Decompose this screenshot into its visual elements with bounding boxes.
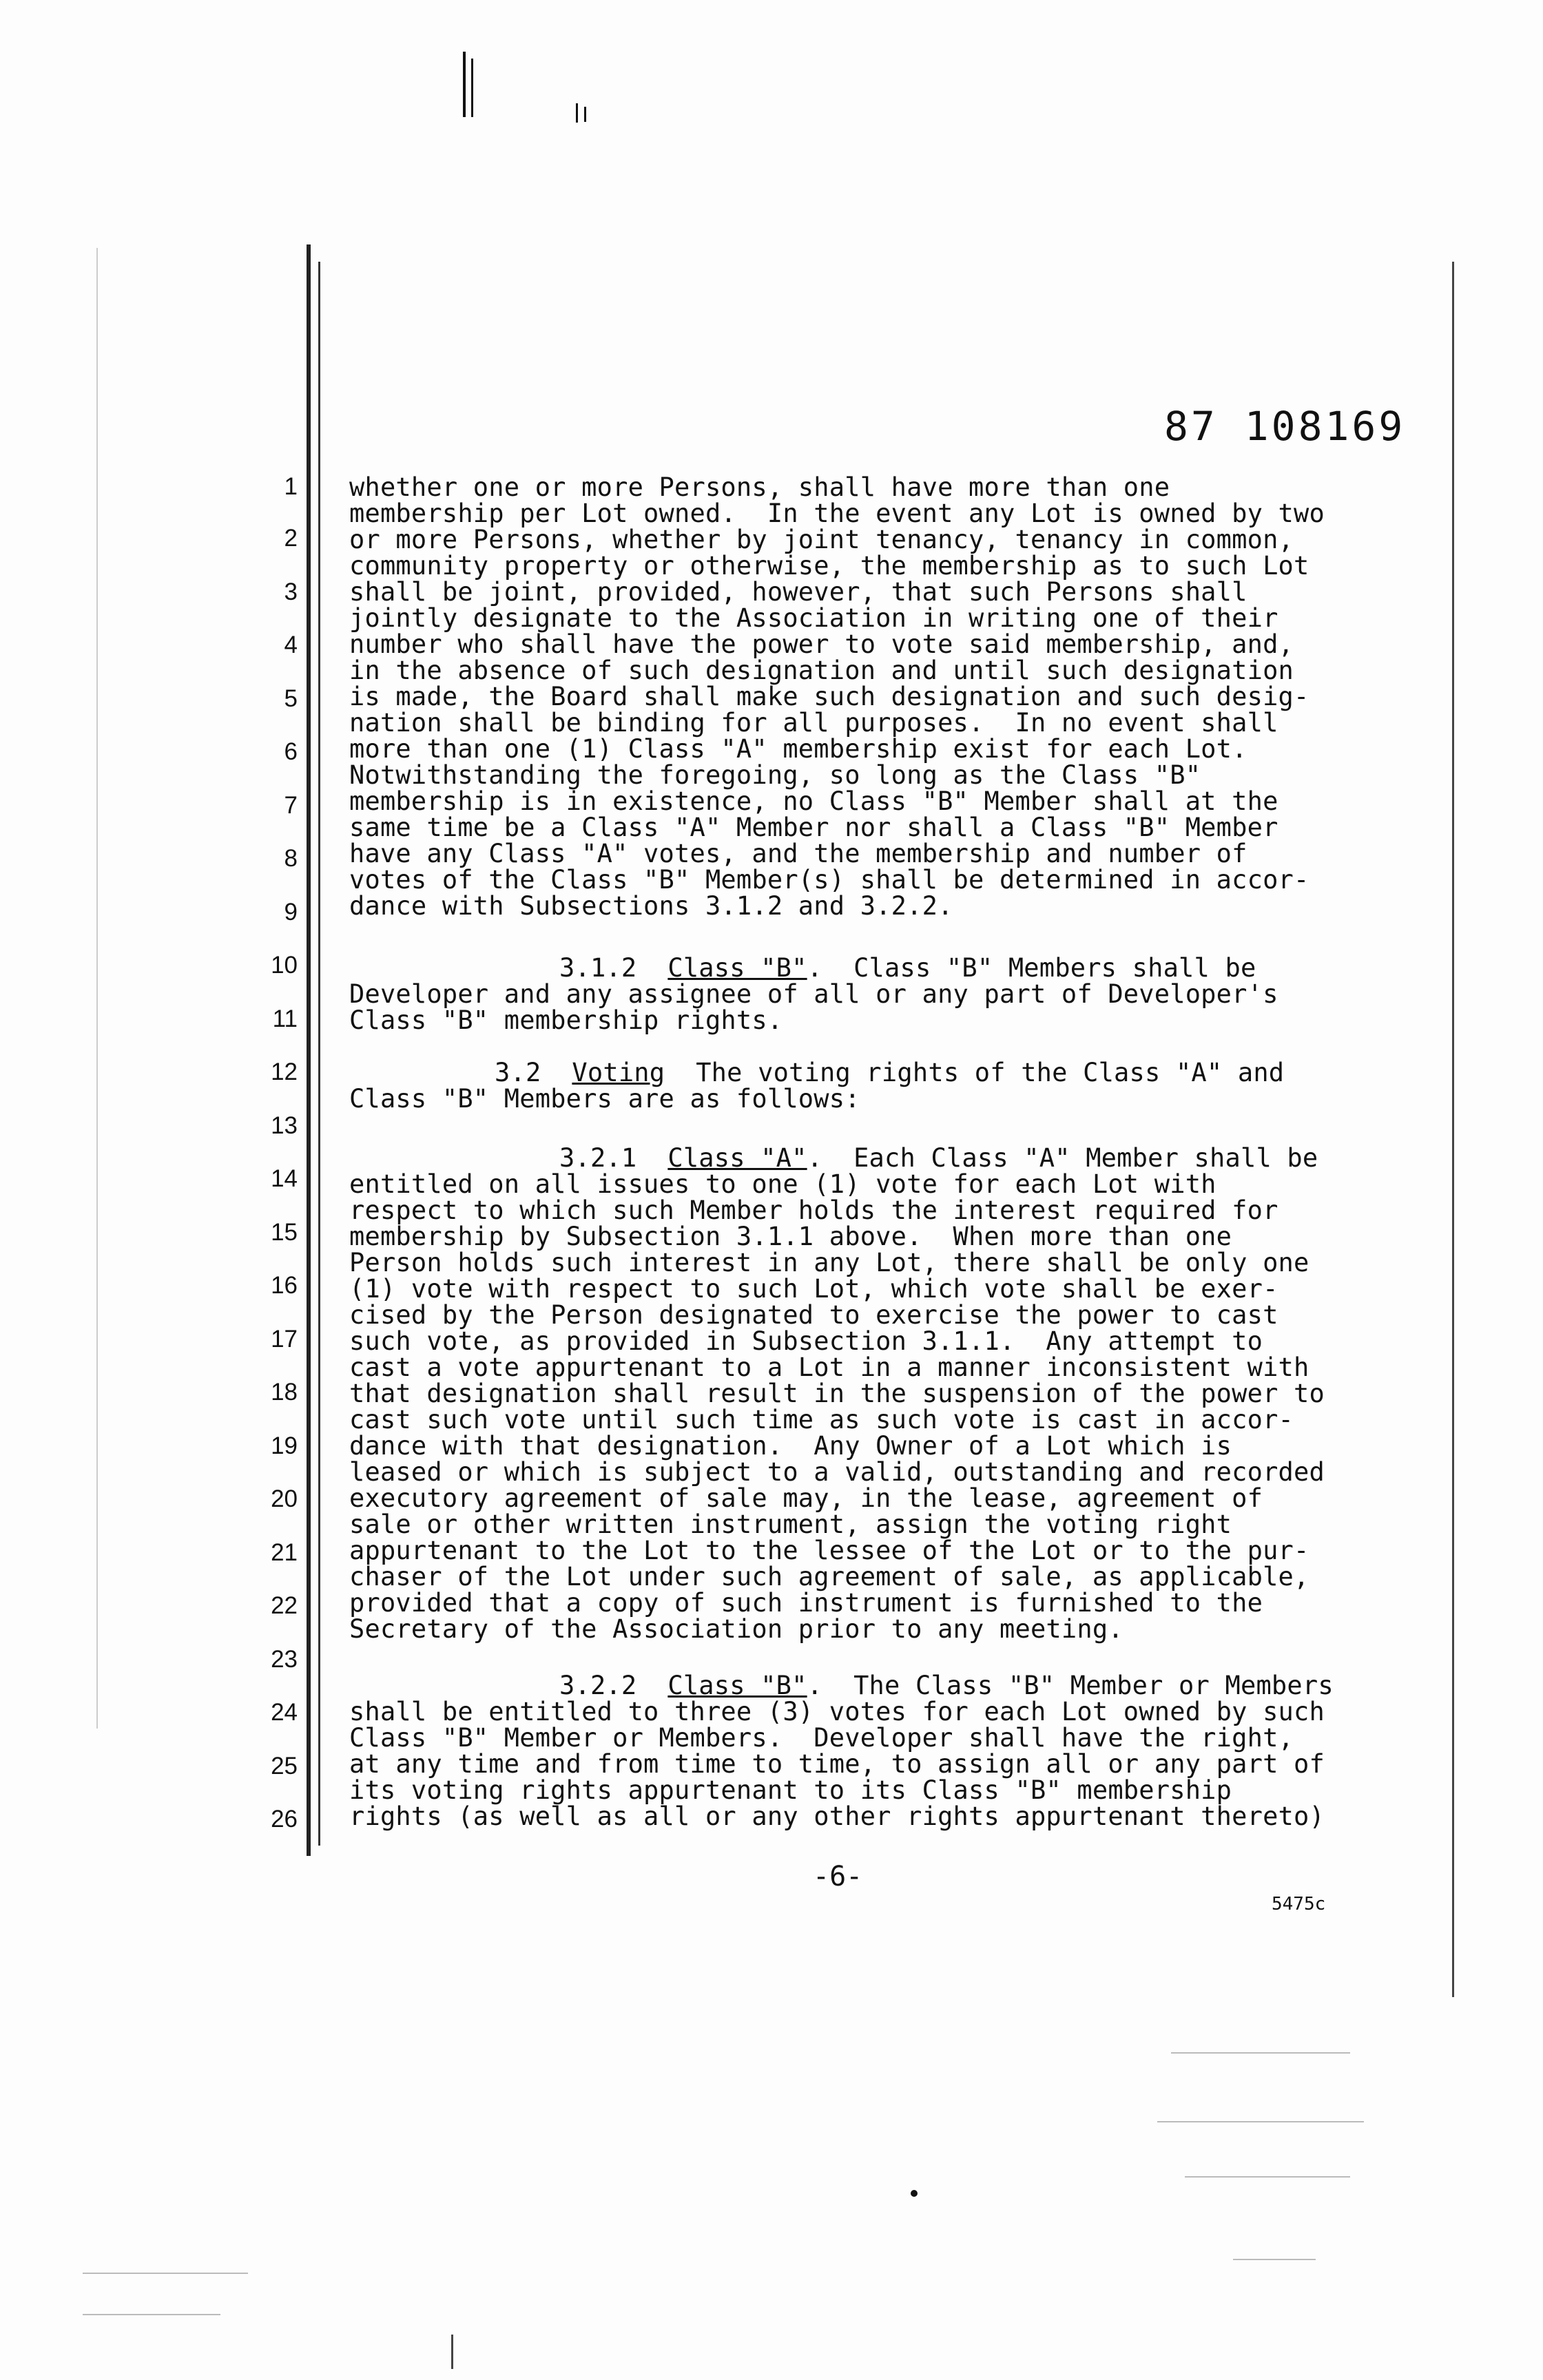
text-line: cast a vote appurtenant to a Lot in a manner inconsistent with [349, 1353, 1309, 1382]
section-3-2-1-heading-line [559, 1145, 1318, 1172]
line-number: 15 [271, 1219, 298, 1246]
text-line: whether one or more Persons, shall have more than one [349, 472, 1170, 502]
text-line: votes of the Class "B" Member(s) shall be determined in accor- [349, 865, 1309, 895]
scan-noise [1185, 2176, 1350, 2178]
section-first-text: . The Class "B" Member or Members [807, 1671, 1334, 1700]
line-number: 11 [272, 1005, 298, 1032]
scan-noise [1157, 2121, 1364, 2122]
line-number: 6 [284, 738, 298, 765]
text-line: leased or which is subject to a valid, outstanding and recorded [349, 1457, 1325, 1487]
section-heading: Voting [572, 1058, 665, 1087]
text-line: shall be joint, provided, however, that such Persons shall [349, 577, 1247, 607]
page-border-right [1452, 262, 1454, 1997]
line-number: 5 [284, 685, 298, 712]
text-line: membership by Subsection 3.1.1 above. When more than one [349, 1222, 1232, 1251]
text-line: cised by the Person designated to exercise the power to cast [349, 1300, 1278, 1330]
section-number: 3.1.2 [559, 953, 637, 983]
text-line: or more Persons, whether by joint tenancy, tenancy in common, [349, 525, 1294, 554]
page-border-left-inner [318, 262, 320, 1846]
line-number: 3 [284, 578, 298, 605]
section-number: 3.2.1 [559, 1143, 637, 1173]
text-line: Developer and any assignee of all or any part of Developer's [349, 979, 1278, 1009]
line-number: 18 [271, 1379, 298, 1406]
text-line: its voting rights appurtenant to its Class "B" membership [349, 1775, 1232, 1805]
text-line: shall be entitled to three (3) votes for each Lot owned by such [349, 1697, 1325, 1726]
text-line: entitled on all issues to one (1) vote for each Lot with [349, 1169, 1216, 1199]
text-line: membership is in existence, no Class "B" Member shall at the [349, 786, 1278, 816]
section-first-text: . Class "B" Members shall be [807, 953, 1256, 983]
text-line: Person holds such interest in any Lot, there shall be only one [349, 1248, 1309, 1277]
section-3-1-2-heading-line [559, 954, 1256, 982]
line-number: 10 [271, 952, 298, 979]
line-number: 7 [284, 792, 298, 819]
section-heading: Class "B" [667, 953, 807, 983]
scan-mark [576, 103, 578, 123]
text-line: community property or otherwise, the membership as to such Lot [349, 551, 1309, 581]
text-line: jointly designate to the Association in writing one of their [349, 603, 1278, 633]
text-line: in the absence of such designation and until such designation [349, 656, 1294, 685]
text-line: provided that a copy of such instrument is furnished to the [349, 1588, 1263, 1618]
scan-noise [451, 2335, 453, 2369]
line-number: 20 [271, 1485, 298, 1512]
text-line: rights (as well as all or any other rights appurtenant thereto) [349, 1802, 1325, 1831]
scan-mark [463, 52, 466, 117]
line-number: 4 [284, 631, 298, 658]
text-line: more than one (1) Class "A" membership exist for each Lot. [349, 734, 1247, 764]
section-first-text: . Each Class "A" Member shall be [807, 1143, 1318, 1173]
document-number: 87 108169 [1164, 403, 1406, 450]
page-border-left [307, 244, 311, 1856]
line-number: 14 [271, 1165, 298, 1192]
section-heading: Class "A" [667, 1143, 807, 1173]
text-line: cast such vote until such time as such vote is cast in accor- [349, 1405, 1294, 1434]
line-number: 25 [271, 1753, 298, 1779]
text-line: executory agreement of sale may, in the lease, agreement of [349, 1483, 1263, 1513]
line-number: 12 [271, 1058, 298, 1085]
text-line: membership per Lot owned. In the event any Lot is owned by two [349, 499, 1325, 528]
form-stamp: 5475c [1272, 1894, 1326, 1914]
section-heading: Class "B" [667, 1671, 807, 1700]
scan-noise [1171, 2052, 1350, 2054]
text-line: is made, the Board shall make such designation and such desig- [349, 682, 1309, 711]
text-line: same time be a Class "A" Member nor shall a Class "B" Member [349, 813, 1278, 842]
text-line: have any Class "A" votes, and the membership and number of [349, 839, 1247, 868]
text-line: Notwithstanding the foregoing, so long as the Class "B" [349, 760, 1201, 790]
line-number: 23 [271, 1646, 298, 1673]
text-line: number who shall have the power to vote said membership, and, [349, 629, 1294, 659]
text-line: Class "B" membership rights. [349, 1005, 783, 1035]
line-number: 2 [284, 525, 298, 552]
text-line: Class "B" Members are as follows: [349, 1084, 860, 1114]
text-line: respect to which such Member holds the interest required for [349, 1196, 1278, 1225]
text-line: at any time and from time to time, to assign all or any part of [349, 1749, 1325, 1779]
scan-noise [1233, 2259, 1316, 2260]
line-number: 1 [284, 473, 298, 500]
line-number: 9 [284, 899, 298, 926]
text-line: chaser of the Lot under such agreement of sale, as applicable, [349, 1562, 1309, 1591]
line-number: 19 [271, 1432, 298, 1459]
line-number: 8 [284, 845, 298, 872]
section-number: 3.2.2 [559, 1671, 637, 1700]
section-first-text: The voting rights of the Class "A" and [665, 1058, 1285, 1087]
scan-noise [83, 2273, 248, 2274]
section-number: 3.2 [495, 1058, 541, 1087]
scan-noise [83, 2314, 220, 2315]
text-line: such vote, as provided in Subsection 3.1.1. Any attempt to [349, 1326, 1263, 1356]
section-3-2-2-heading-line [559, 1672, 1334, 1700]
text-line: appurtenant to the Lot to the lessee of the Lot or to the pur- [349, 1536, 1309, 1565]
text-line: dance with that designation. Any Owner of a Lot which is [349, 1431, 1232, 1461]
text-line: (1) vote with respect to such Lot, which vote shall be exer- [349, 1274, 1278, 1304]
line-number: 26 [271, 1806, 298, 1833]
page-number: -6- [813, 1861, 863, 1892]
scan-mark [471, 59, 473, 117]
text-line: dance with Subsections 3.1.2 and 3.2.2. [349, 891, 953, 921]
margin-line [96, 248, 98, 1729]
text-line: Class "B" Member or Members. Developer shall have the right, [349, 1723, 1294, 1753]
text-line: nation shall be binding for all purposes. In no event shall [349, 708, 1278, 738]
scan-speck [911, 2190, 918, 2197]
line-number: 17 [271, 1326, 298, 1353]
text-line: Secretary of the Association prior to any meeting. [349, 1614, 1123, 1644]
text-line: that designation shall result in the suspension of the power to [349, 1379, 1325, 1408]
text-line: sale or other written instrument, assign the voting right [349, 1510, 1232, 1539]
line-number: 21 [271, 1539, 298, 1566]
line-number: 13 [271, 1112, 298, 1139]
section-3-2-heading-line [495, 1059, 1284, 1087]
scan-mark [584, 107, 586, 122]
line-number: 24 [271, 1699, 298, 1726]
line-number: 22 [271, 1592, 298, 1619]
line-number: 16 [271, 1272, 298, 1299]
